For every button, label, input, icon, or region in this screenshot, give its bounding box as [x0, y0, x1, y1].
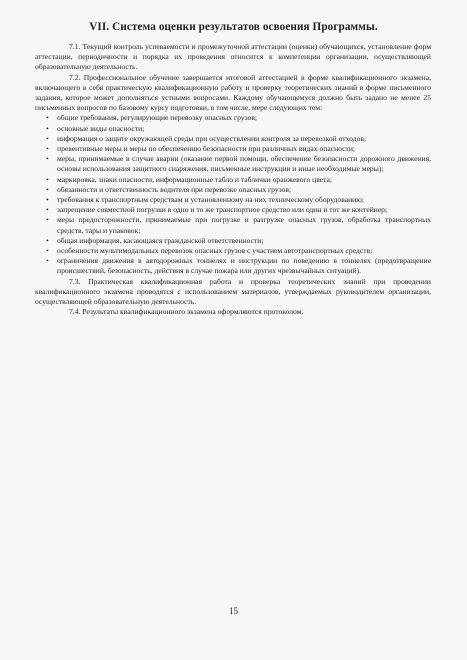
bullet-icon: • [46, 184, 49, 194]
bullet-icon: • [46, 195, 49, 205]
bullet-icon: • [46, 246, 49, 256]
list-item-text: превентивные меры и меры по обеспечению безопасности при различных видах опасности; [57, 144, 356, 154]
paragraph-7-2: 7.2. Профессиональное обучение завершается итоговой аттестацией в форме квалификационного экзамена, включающего в себя практическую квалификационную работу и проверку теоретических знаний в форме письменного задания, которое может дополняться устными вопросами. Каждому обучающемуся должно быть задано не менее 25 письменных вопросов по базовому курсу подготовки, в том числе, мере следующих тем: [35, 72, 431, 113]
list-item [35, 246, 431, 256]
bullet-icon: • [46, 235, 49, 245]
list-item-text: маркировка, знаки опасности, информационные табло и таблички оранжевого цвета; [57, 174, 333, 184]
list-item-text: запрещение совместной погрузки в одно и то же транспортное средство или один и тот же контейнер; [57, 205, 388, 215]
list-item [35, 154, 431, 174]
bullet-icon: • [46, 113, 49, 123]
list-item-text: информация о защите окружающей среды при осуществлении контроля за перевозкой отходов; [57, 133, 367, 143]
bullet-icon: • [46, 215, 49, 225]
list-item-text: меры предосторожности, принимаемые при погрузке и разгрузке опасных грузов, обработка транспортных средств, тары и упаковок; [57, 215, 431, 235]
list-item [35, 124, 431, 134]
bullet-icon: • [46, 133, 49, 143]
list-item-text: общая информация, касающаяся гражданской ответственности; [57, 235, 264, 245]
paragraph-7-3: 7.3. Практическая квалификационная работа и проверка теоретических знаний при проведении квалификационного экзамена проводятся с использованием материалов, утверждаемых руководителем организации, осуществляющей образовательную деятельность. [35, 276, 431, 307]
list-item-text: обязанности и ответственность водителя при перевозке опасных грузов; [57, 184, 292, 194]
list-item [35, 175, 431, 185]
list-item-text: меры, принимаемые в случае аварии (оказание первой помощи, обеспечение безопасности дорожного движения, основы использования защитного снаряжения, письменные инструкции и иные необходимые меры); [57, 154, 431, 174]
list-item [35, 236, 431, 246]
paragraph-7-1: 7.1. Текущий контроль успеваемости и промежуточной аттестации (оценки) обучающихся, установление форм аттестации, периодичности и порядка их проведения относится к компетенции организации, осуществляющей образовательную деятельность. [35, 42, 431, 72]
list-item-text: требования к транспортным средствам и установленному на них техническому оборудованию; [57, 195, 364, 205]
document-body [35, 42, 431, 317]
list-item [35, 134, 431, 144]
list-item [35, 256, 431, 276]
list-item-text: общие требования, регулирующие перевозку опасных грузов; [57, 113, 258, 123]
list-item [35, 113, 431, 123]
paragraph-7-4: 7.4. Результаты квалификационного экзамена оформляются протоколом. [69, 307, 304, 317]
list-item [35, 185, 431, 195]
list-item-text: основные виды опасности; [57, 123, 145, 133]
list-item [35, 205, 431, 215]
section-title: VII. Система оценки результатов освоения Программы. [89, 21, 378, 33]
list-item-text: особенности мультимодальных перевозок опасных грузов с участием автотранспортных средств; [57, 246, 373, 256]
list-item [35, 215, 431, 235]
bullet-icon: • [46, 205, 49, 215]
list-item [35, 195, 431, 205]
bullet-icon: • [46, 123, 49, 133]
bullet-icon: • [46, 256, 49, 266]
list-item-text: ограничения движения в автодорожных тоннелях и инструкции по поведению в тоннелях (предотвращение происшествий, безопасность, действия в случае пожара или других чрезвычайных ситуаций). [57, 256, 431, 276]
page-number: 15 [229, 606, 238, 616]
bullet-icon: • [46, 144, 49, 154]
topics-list [35, 113, 431, 276]
bullet-icon: • [46, 154, 49, 164]
list-item [35, 144, 431, 154]
bullet-icon: • [46, 174, 49, 184]
